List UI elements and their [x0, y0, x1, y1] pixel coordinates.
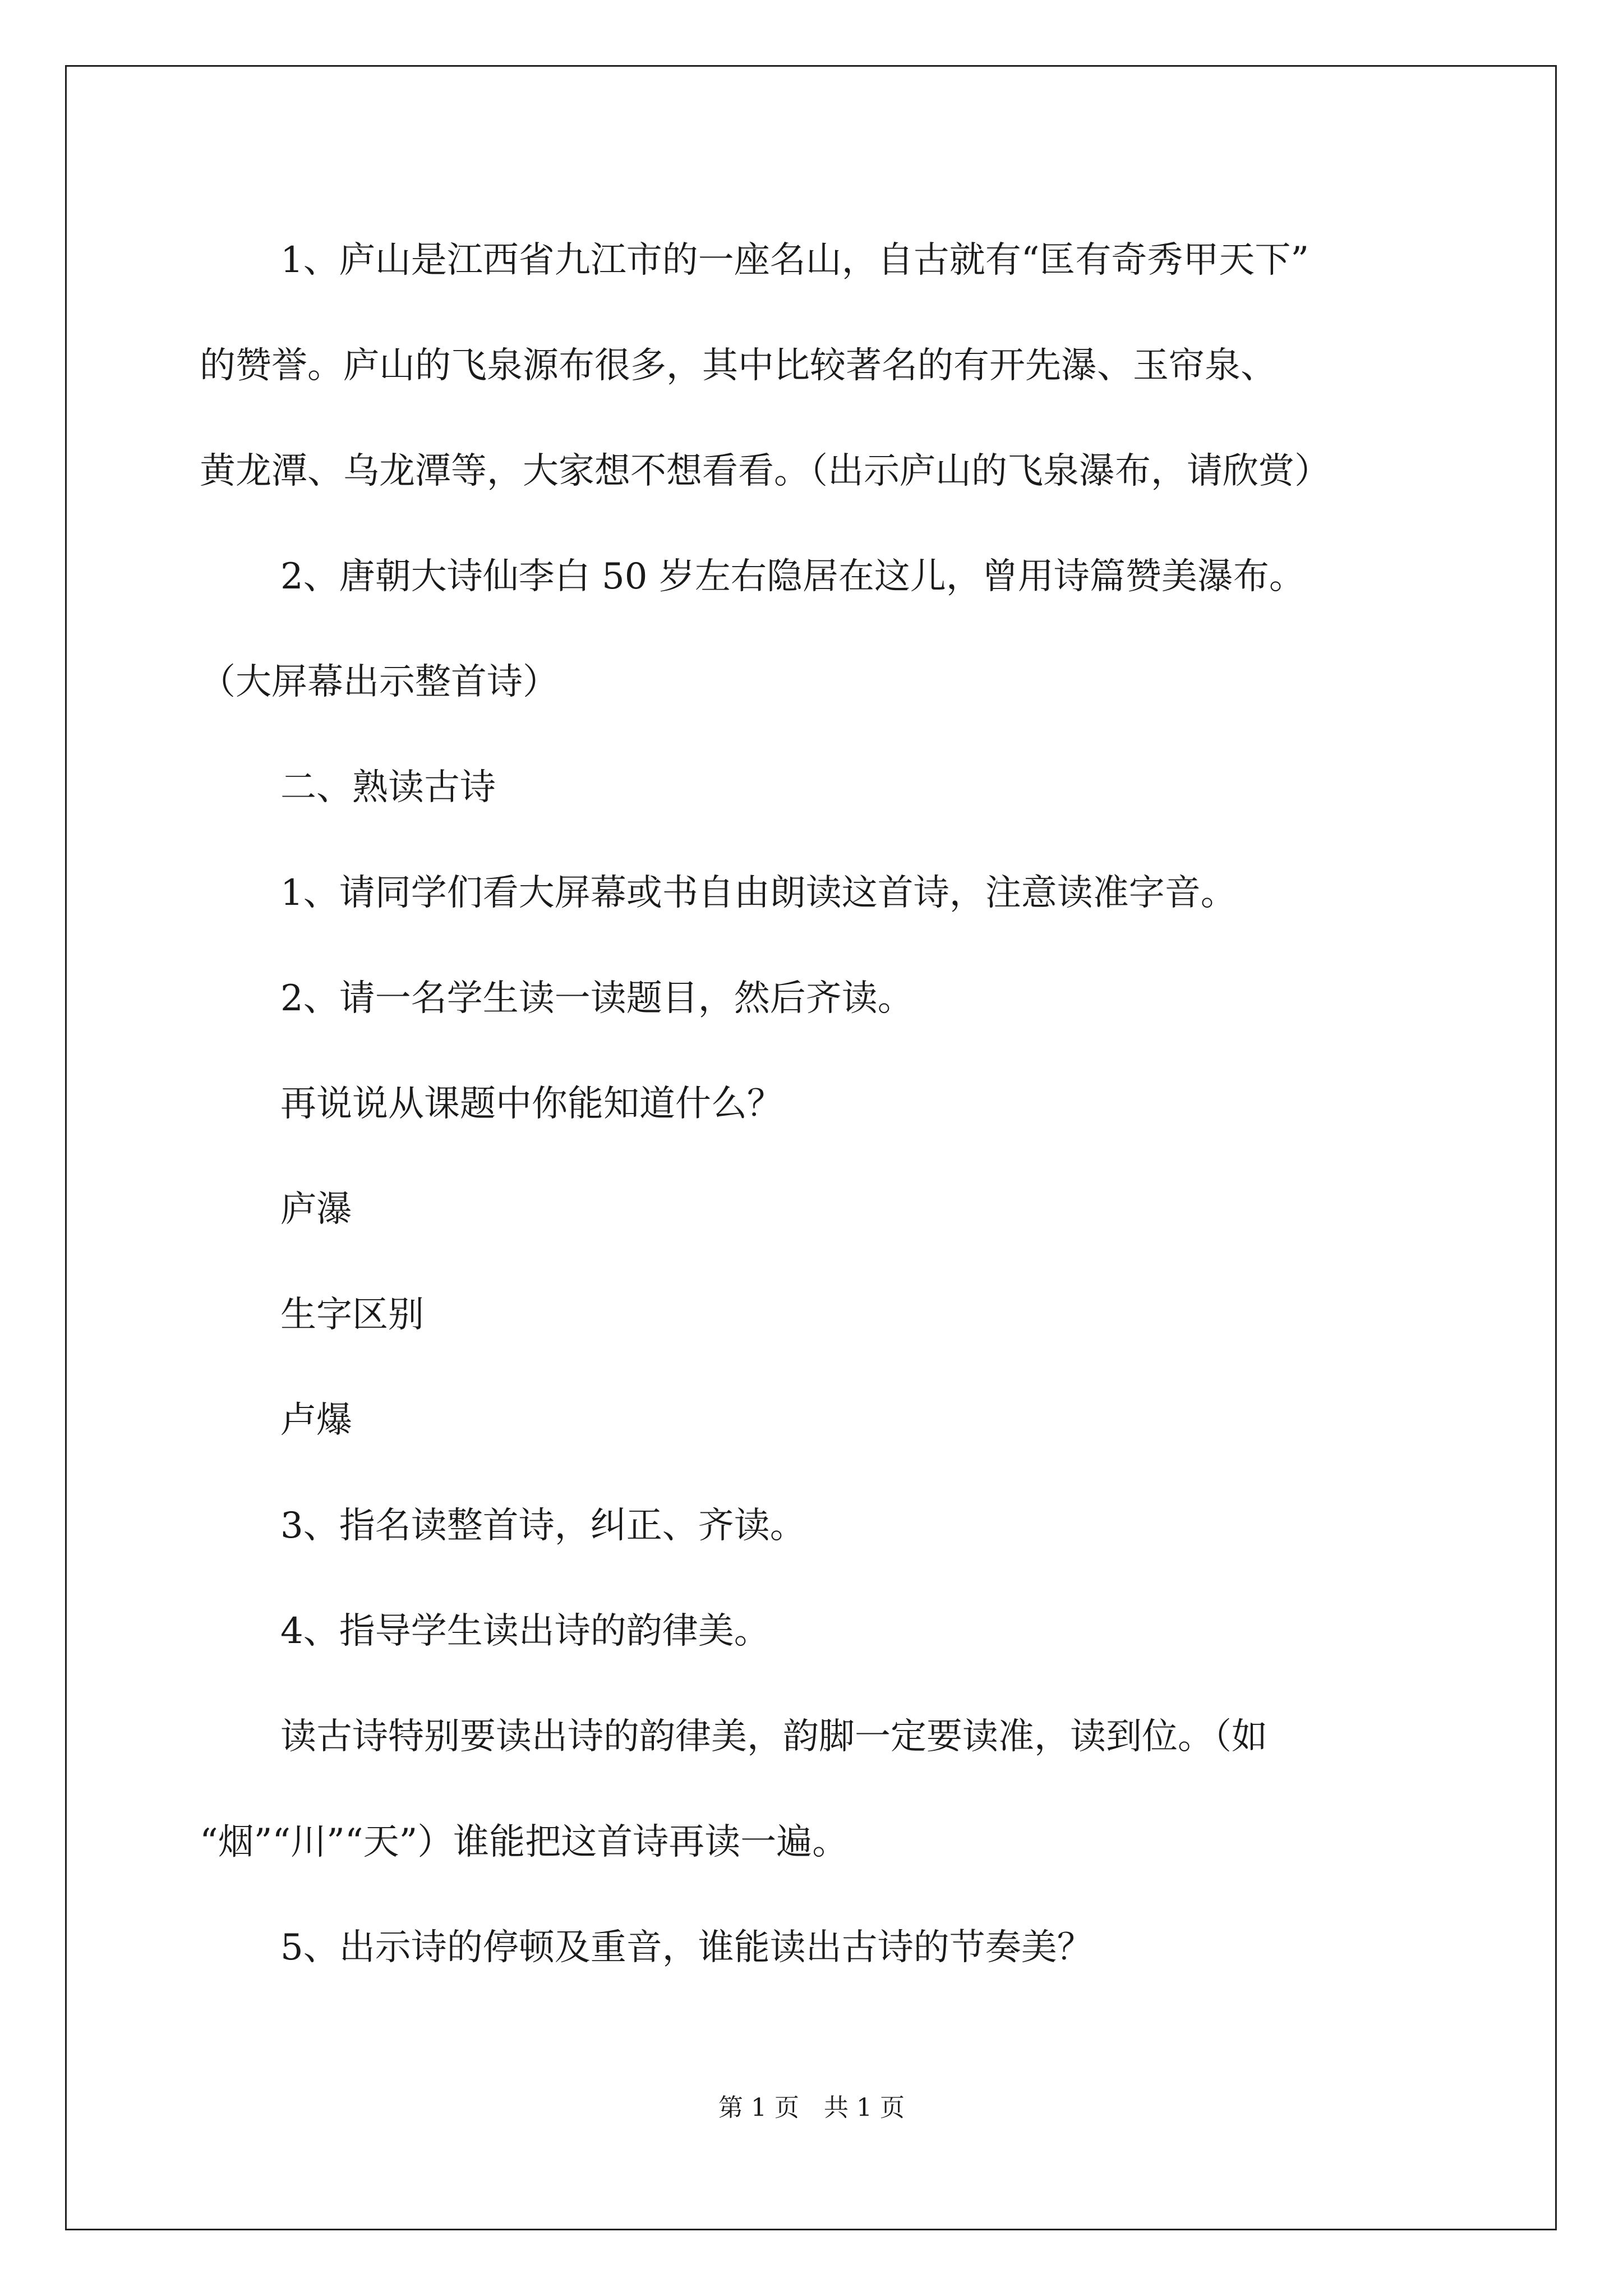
paragraph-line: （大屏幕出示整首诗） [200, 661, 559, 703]
paragraph-line: 2、请一名学生读一读题目，然后齐读。 [280, 978, 914, 1019]
paragraph-line: 2、唐朝大诗仙李白 50 岁左右隐居在这儿，曾用诗篇赞美瀑布。 [280, 556, 1305, 597]
paragraph-line: 卢爆 [280, 1400, 352, 1441]
paragraph-line: 4、指导学生读出诗的韵律美。 [280, 1611, 770, 1652]
page-number-footer: 第 1 页 共 1 页 [718, 2093, 905, 2122]
section-heading: 二、熟读古诗 [280, 767, 496, 808]
paragraph-line: 3、指名读整首诗，纠正、齐读。 [280, 1505, 806, 1547]
paragraph-line: 庐瀑 [280, 1189, 352, 1230]
paragraph-line: 生字区别 [280, 1294, 424, 1336]
paragraph-line: 的赞誉。庐山的飞泉源布很多，其中比较著名的有开先瀑、玉帘泉、 [200, 345, 1276, 386]
paragraph-line: 1、庐山是江西省九江市的一座名山，自古就有“匡有奇秀甲天下” [280, 240, 1310, 281]
paragraph-line: 读古诗特别要读出诗的韵律美，韵脚一定要读准，读到位。（如 [280, 1716, 1267, 1757]
paragraph-line: 5、出示诗的停顿及重音，谁能读出古诗的节奏美？ [280, 1927, 1093, 1968]
paragraph-line: 黄龙潭、乌龙潭等，大家想不想看看。（出示庐山的飞泉瀑布，请欣赏） [200, 450, 1330, 492]
paragraph-line: “烟”“川”“天”）谁能把这首诗再读一遍。 [200, 1821, 849, 1863]
document-body [200, 208, 1433, 2000]
paragraph-line: 1、请同学们看大屏幕或书自由朗读这首诗，注意读准字音。 [280, 872, 1237, 914]
paragraph-line: 再说说从课题中你能知道什么？ [280, 1083, 783, 1125]
